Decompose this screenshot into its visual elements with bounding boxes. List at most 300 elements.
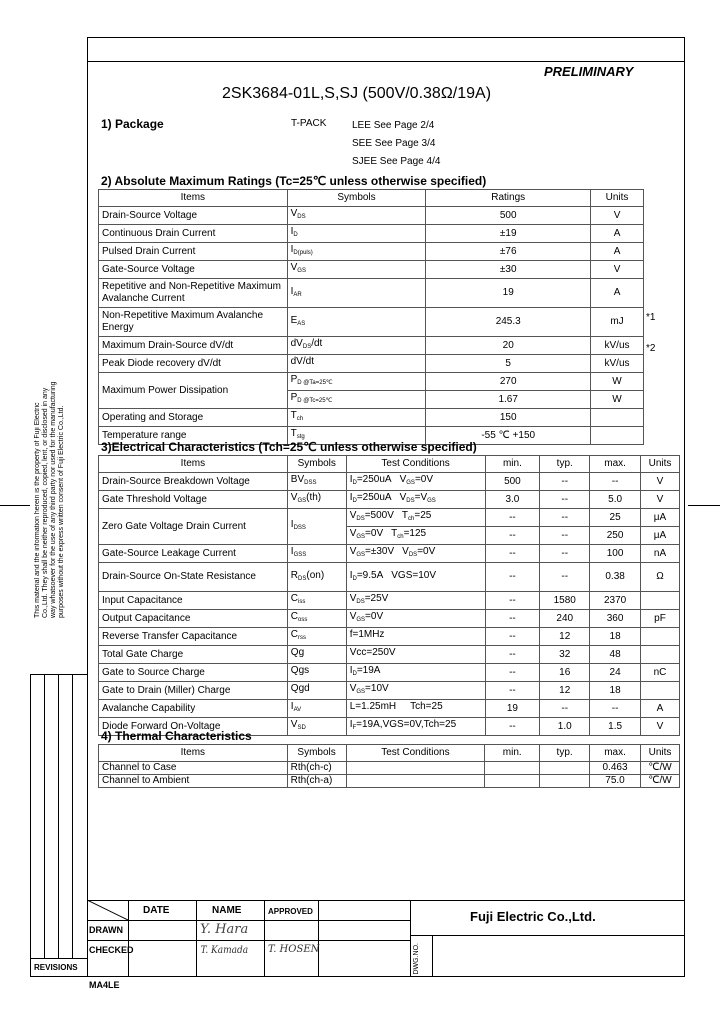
thermal-max: 75.0 (590, 775, 641, 788)
elec-typ: -- (540, 545, 590, 563)
elec-symbol (287, 473, 346, 491)
symbol-main: C (290, 593, 299, 604)
table-row (99, 762, 680, 775)
elec-heading: 3)Electrical Characteristics (Tch=25℃ unless otherwise specified) (101, 440, 477, 454)
cond-c1: $I_F=19A,VGS=0V,Tch=25$ (349, 719, 457, 731)
rating-unit: mJ (591, 308, 644, 337)
elec-symbol (287, 700, 346, 718)
table-row (99, 664, 680, 682)
rating-symbol (287, 409, 426, 427)
thermal-header-6: Units (640, 745, 679, 762)
table-row (99, 628, 680, 646)
rating-item: Maximum Drain-Source dV/dt (99, 337, 288, 355)
rating-symbol (287, 337, 426, 355)
symbol-sub: GS (297, 268, 306, 274)
thermal-header-5: max. (590, 745, 641, 762)
elec-min: 3.0 (485, 491, 540, 509)
symbol-main: I (290, 519, 294, 530)
cond-c1: $V_{DS}=25V$ (349, 593, 389, 605)
rating-symbol (287, 207, 426, 225)
elec-item: Zero Gate Voltage Drain Current (99, 509, 288, 545)
elec-max: 24 (590, 664, 641, 682)
elec-conditions (346, 491, 485, 509)
symbol-sub: D @Tc=25℃ (297, 398, 333, 404)
table-row (99, 509, 680, 527)
elec-item: Gate to Drain (Miller) Charge (99, 682, 288, 700)
elec-header-0: Items (99, 456, 288, 473)
elec-unit (641, 646, 680, 664)
symbol-main: V (290, 492, 298, 503)
frame-header-line (87, 61, 684, 62)
rating-value: ±30 (426, 261, 591, 279)
signature-approved: T. HOSEN (268, 944, 320, 955)
symbol-sub: D(puls) (293, 250, 313, 256)
symbol-sub: oss (298, 617, 308, 623)
symbol-suffix: /dt (311, 338, 323, 349)
thermal-unit: ℃/W (640, 762, 679, 775)
elec-unit: V (641, 473, 680, 491)
symbol-sub: iss (298, 599, 306, 605)
symbol-main: BV (290, 474, 305, 485)
elec-min: -- (485, 718, 540, 736)
rating-item: Repetitive and Non-Repetitive Maximum Avalanche Current (99, 279, 288, 308)
symbol-main: I (290, 244, 294, 255)
rev-box-bottom (30, 976, 87, 977)
rating-unit: W (591, 373, 644, 391)
elec-unit (641, 592, 680, 610)
elec-symbol (287, 592, 346, 610)
symbol-sub: DS (298, 575, 307, 582)
symbol-main: P (290, 374, 298, 385)
elec-max: 0.38 (590, 563, 641, 592)
elec-item: Total Gate Charge (99, 646, 288, 664)
symbol-main: Qg (290, 647, 305, 658)
cond-c2: $V_{GS}=0V$ (399, 474, 434, 486)
thermal-typ (540, 762, 590, 775)
tb-drawn: DRAWN (89, 925, 123, 935)
elec-header-4: typ. (540, 456, 590, 473)
elec-min: -- (485, 628, 540, 646)
symbol-main: Qgd (290, 683, 310, 694)
rating-unit: A (591, 279, 644, 308)
thermal-heading: 4) Thermal Characteristics (101, 729, 252, 743)
elec-max: 100 (590, 545, 641, 563)
symbol-main: I (290, 285, 294, 297)
cond-c2: $V_{DS}=V_{GS}$ (399, 492, 436, 504)
elec-max: -- (590, 700, 641, 718)
package-type: T-PACK (291, 118, 327, 129)
dwg-no-label: DWG.NO. (413, 943, 420, 975)
elec-unit: V (641, 718, 680, 736)
symbol-sub: DS (302, 344, 312, 350)
cond-c2: Tch=25 (410, 701, 443, 712)
thermal-symbol: Rth(ch-a) (287, 775, 346, 788)
part-title: 2SK3684-01L,S,SJ (500V/0.38Ω/19A) (222, 85, 492, 102)
symbol-main: I (290, 546, 294, 557)
rating-symbol (287, 391, 426, 409)
symbol-sub: D (293, 232, 298, 238)
symbol-main: C (290, 611, 299, 622)
rating-symbol (287, 355, 426, 373)
ratings-header-1: Symbols (287, 190, 426, 207)
rev-box-left (30, 674, 31, 976)
elec-unit: Ω (641, 563, 680, 592)
rating-value: 5 (426, 355, 591, 373)
rating-value: -55 ℃ +150 (426, 427, 591, 445)
symbol-sub: rss (298, 635, 307, 641)
cond-c1: $V_{GS}=0V$ (349, 611, 384, 623)
elec-conditions (346, 700, 485, 718)
symbol-main: I (290, 226, 294, 237)
elec-header-3: min. (485, 456, 540, 473)
elec-min: 500 (485, 473, 540, 491)
elec-min: -- (485, 682, 540, 700)
elec-typ: 32 (540, 646, 590, 664)
package-variant-sjee: SJEE See Page 4/4 (352, 156, 441, 167)
table-row (99, 279, 644, 308)
rating-unit: A (591, 225, 644, 243)
rev-col-1 (44, 674, 45, 958)
margin-tick-right (688, 505, 720, 506)
elec-item: Gate-Source Leakage Current (99, 545, 288, 563)
elec-min: -- (485, 563, 540, 592)
rating-symbol (287, 243, 426, 261)
elec-typ: -- (540, 491, 590, 509)
elec-symbol (287, 491, 346, 509)
elec-min: -- (485, 610, 540, 628)
rating-unit: V (591, 261, 644, 279)
elec-item: Output Capacitance (99, 610, 288, 628)
cond-c2: $T_{ch}=125$ (391, 528, 427, 540)
cond-c1: $V_{GS}=10V$ (349, 683, 389, 695)
elec-conditions (346, 610, 485, 628)
symbol-suffix: (on) (306, 569, 325, 581)
table-row (99, 545, 680, 563)
cond-c1: $I_D=9.5A$ (349, 569, 384, 582)
elec-unit: A (641, 700, 680, 718)
symbol-main: C (290, 629, 299, 640)
elec-conditions (346, 527, 485, 545)
elec-header-1: Symbols (287, 456, 346, 473)
elec-unit: nC (641, 664, 680, 682)
elec-table (98, 455, 680, 736)
tb-row2 (87, 940, 410, 941)
symbol-main: dV/dt (290, 356, 314, 367)
rating-item: Maximum Power Dissipation (99, 373, 288, 409)
rating-note: *1 (646, 312, 656, 323)
tb-row1 (87, 920, 410, 921)
elec-conditions (346, 682, 485, 700)
rating-item: Drain-Source Voltage (99, 207, 288, 225)
thermal-item: Channel to Ambient (99, 775, 288, 788)
symbol-sub: D @Ta=25℃ (297, 380, 333, 386)
rating-item: Operating and Storage (99, 409, 288, 427)
table-row (99, 243, 644, 261)
table-row (99, 592, 680, 610)
elec-item: Avalanche Capability (99, 700, 288, 718)
rating-unit (591, 409, 644, 427)
rating-symbol (287, 279, 426, 308)
elec-min: -- (485, 592, 540, 610)
symbol-main: P (290, 392, 298, 403)
elec-typ: -- (540, 700, 590, 718)
rating-unit: kV/us (591, 337, 644, 355)
elec-typ: 16 (540, 664, 590, 682)
thermal-symbol: Rth(ch-c) (287, 762, 346, 775)
rating-note: *2 (646, 343, 656, 354)
preliminary-label: PRELIMINARY (544, 64, 634, 79)
thermal-header-2: Test Conditions (346, 745, 485, 762)
symbol-sub: SD (297, 725, 306, 731)
elec-unit (641, 682, 680, 700)
table-row (99, 682, 680, 700)
symbol-main: T (290, 428, 297, 439)
cond-c1: $I_D=250uA$ (349, 474, 392, 486)
tb-col3 (264, 900, 265, 976)
symbol-sub: AR (293, 291, 302, 298)
elec-symbol (287, 509, 346, 545)
elec-item: Gate Threshold Voltage (99, 491, 288, 509)
rating-value: 150 (426, 409, 591, 427)
table-row (99, 610, 680, 628)
rating-unit: V (591, 207, 644, 225)
rev-box-line (30, 958, 87, 959)
cond-c2: VGS=10V (391, 569, 437, 581)
thermal-max: 0.463 (590, 762, 641, 775)
thermal-conditions (346, 762, 485, 775)
table-row (99, 261, 644, 279)
rating-unit (591, 427, 644, 445)
elec-item: Diode Forward On-Voltage (99, 718, 288, 736)
rating-item: Pulsed Drain Current (99, 243, 288, 261)
elec-symbol (287, 628, 346, 646)
elec-symbol (287, 545, 346, 563)
table-row (99, 409, 644, 427)
elec-max: 18 (590, 628, 641, 646)
table-row (99, 207, 644, 225)
table-row (99, 563, 680, 592)
elec-unit: μA (641, 509, 680, 527)
table-row (99, 775, 680, 788)
elec-min: -- (485, 509, 540, 527)
rating-item: Gate-Source Voltage (99, 261, 288, 279)
tb-approved: APPROVED (268, 907, 313, 916)
rating-symbol (287, 308, 426, 337)
rating-unit: W (591, 391, 644, 409)
elec-unit: V (641, 491, 680, 509)
table-row (99, 225, 644, 243)
elec-conditions (346, 592, 485, 610)
rating-symbol (287, 261, 426, 279)
elec-typ: 240 (540, 610, 590, 628)
elec-conditions (346, 473, 485, 491)
elec-typ: -- (540, 563, 590, 592)
tb-date: DATE (143, 905, 170, 916)
ratings-heading: 2) Absolute Maximum Ratings (Tc=25℃ unless otherwise specified) (101, 174, 487, 188)
rating-value: 1.67 (426, 391, 591, 409)
table-row (99, 646, 680, 664)
frame-bottom (87, 976, 684, 977)
elec-typ: 12 (540, 682, 590, 700)
elec-item: Input Capacitance (99, 592, 288, 610)
elec-header-2: Test Conditions (346, 456, 485, 473)
elec-typ: -- (540, 527, 590, 545)
thermal-typ (540, 775, 590, 788)
cond-c1: $V_{GS}=\pm 30V$ (349, 546, 395, 558)
cond-c1: L=1.25mH (349, 701, 397, 712)
rating-item: Non-Repetitive Maximum Avalanche Energy (99, 308, 288, 337)
tb-col5 (410, 900, 411, 976)
elec-unit: pF (641, 610, 680, 628)
elec-header-5: max. (590, 456, 641, 473)
symbol-main: I (290, 701, 294, 712)
elec-item: Gate to Source Charge (99, 664, 288, 682)
table-row (99, 337, 644, 355)
symbol-main: dV (290, 338, 303, 349)
revisions-label: REVISIONS (34, 963, 78, 972)
ratings-table (98, 189, 644, 445)
ratings-header-3: Units (591, 190, 644, 207)
elec-symbol (287, 610, 346, 628)
package-variants (352, 117, 440, 171)
elec-max: 250 (590, 527, 641, 545)
elec-min: -- (485, 527, 540, 545)
elec-typ: 1.0 (540, 718, 590, 736)
elec-symbol (287, 718, 346, 736)
elec-typ: 1580 (540, 592, 590, 610)
proprietary-notice: This material and the information herein is the property of Fuji Electric Co.,Ltd. They shall be neither reproduced, copied, lent, or disclosed in any way whatsoever for the use of any third party nor used for the manufacturing purposes without the express written consent of Fuji Electric Co.,Ltd. (34, 381, 65, 618)
cond-c1: $V_{DS}=500V$ (349, 510, 394, 522)
rev-col-2 (58, 674, 59, 958)
elec-max: 48 (590, 646, 641, 664)
tb-col4 (318, 900, 319, 976)
package-variant-see: SEE See Page 3/4 (352, 138, 436, 149)
rating-value: 20 (426, 337, 591, 355)
symbol-sub: DSS (293, 525, 306, 531)
cond-c1: f=1MHz (349, 629, 385, 640)
rating-value: 19 (426, 279, 591, 308)
cond-c2: $V_{DS}=0V$ (402, 546, 436, 558)
symbol-sub: GS (297, 498, 307, 504)
rating-item: Continuous Drain Current (99, 225, 288, 243)
elec-conditions (346, 509, 485, 527)
elec-conditions (346, 646, 485, 664)
rating-value: 270 (426, 373, 591, 391)
form-code: MA4LE (89, 980, 120, 990)
elec-max: 1.5 (590, 718, 641, 736)
thermal-header-0: Items (99, 745, 288, 762)
cond-c1: $V_{GS}=0V$ (349, 528, 384, 540)
tb-company-line (410, 935, 684, 936)
symbol-main: V (290, 262, 298, 273)
symbol-main: T (290, 410, 297, 421)
thermal-conditions (346, 775, 485, 788)
table-row (99, 473, 680, 491)
tb-checked: CHECKED (89, 945, 134, 955)
thermal-min (485, 775, 540, 788)
symbol-main: Qgs (290, 665, 310, 676)
elec-min: -- (485, 646, 540, 664)
elec-item: Drain-Source On-State Resistance (99, 563, 288, 592)
elec-symbol (287, 563, 346, 592)
table-row (99, 308, 644, 337)
cond-c2: $T_{ch}=25$ (401, 510, 432, 522)
rating-symbol (287, 373, 426, 391)
symbol-main: V (290, 719, 298, 730)
elec-unit (641, 628, 680, 646)
elec-max: 2370 (590, 592, 641, 610)
symbol-suffix: (th) (306, 492, 322, 503)
thermal-header-4: typ. (540, 745, 590, 762)
elec-item: Reverse Transfer Capacitance (99, 628, 288, 646)
thermal-min (485, 762, 540, 775)
tb-diagonal (87, 900, 129, 920)
rating-value: ±19 (426, 225, 591, 243)
symbol-sub: AV (293, 707, 302, 713)
elec-min: 19 (485, 700, 540, 718)
tb-name: NAME (212, 905, 242, 916)
tb-col2 (196, 900, 197, 976)
elec-typ: -- (540, 509, 590, 527)
elec-typ: -- (540, 473, 590, 491)
thermal-header-1: Symbols (287, 745, 346, 762)
ratings-header-0: Items (99, 190, 288, 207)
company-name: Fuji Electric Co.,Ltd. (470, 909, 596, 924)
symbol-sub: GSS (293, 552, 307, 558)
symbol-main: E (290, 314, 298, 326)
rating-symbol (287, 225, 426, 243)
rating-value: 500 (426, 207, 591, 225)
signature-drawn: Y. Hara (200, 922, 249, 937)
table-row (99, 373, 644, 391)
symbol-main: V (290, 208, 298, 219)
frame-top (87, 37, 684, 38)
tb-col6 (432, 935, 433, 976)
table-row (99, 491, 680, 509)
cond-c1: Vcc=250V (349, 647, 396, 658)
rating-item: Temperature range (99, 427, 288, 445)
rating-value: 245.3 (426, 308, 591, 337)
frame-right (684, 37, 685, 977)
elec-min: -- (485, 545, 540, 563)
symbol-sub: DS (297, 214, 306, 220)
cond-c1: $I_D=250uA$ (349, 492, 392, 504)
elec-item: Drain-Source Breakdown Voltage (99, 473, 288, 491)
elec-min: -- (485, 664, 540, 682)
elec-unit: nA (641, 545, 680, 563)
thermal-table (98, 744, 680, 788)
symbol-sub: ch (296, 416, 304, 422)
elec-conditions (346, 628, 485, 646)
elec-max: 5.0 (590, 491, 641, 509)
symbol-sub: AS (297, 320, 306, 327)
cond-c1: $I_D=19A$ (349, 665, 381, 677)
signature-checked: T. Kamada (200, 945, 249, 956)
package-variant-lee: LEE See Page 2/4 (352, 120, 435, 131)
symbol-sub: DSS (304, 480, 317, 486)
table-row (99, 355, 644, 373)
rev-col-3 (72, 674, 73, 958)
elec-max: 18 (590, 682, 641, 700)
rating-item: Peak Diode recovery dV/dt (99, 355, 288, 373)
table-row (99, 700, 680, 718)
rating-value: ±76 (426, 243, 591, 261)
elec-conditions (346, 563, 485, 592)
elec-symbol (287, 646, 346, 664)
elec-header-6: Units (641, 456, 680, 473)
elec-max: 360 (590, 610, 641, 628)
ratings-header-2: Ratings (426, 190, 591, 207)
